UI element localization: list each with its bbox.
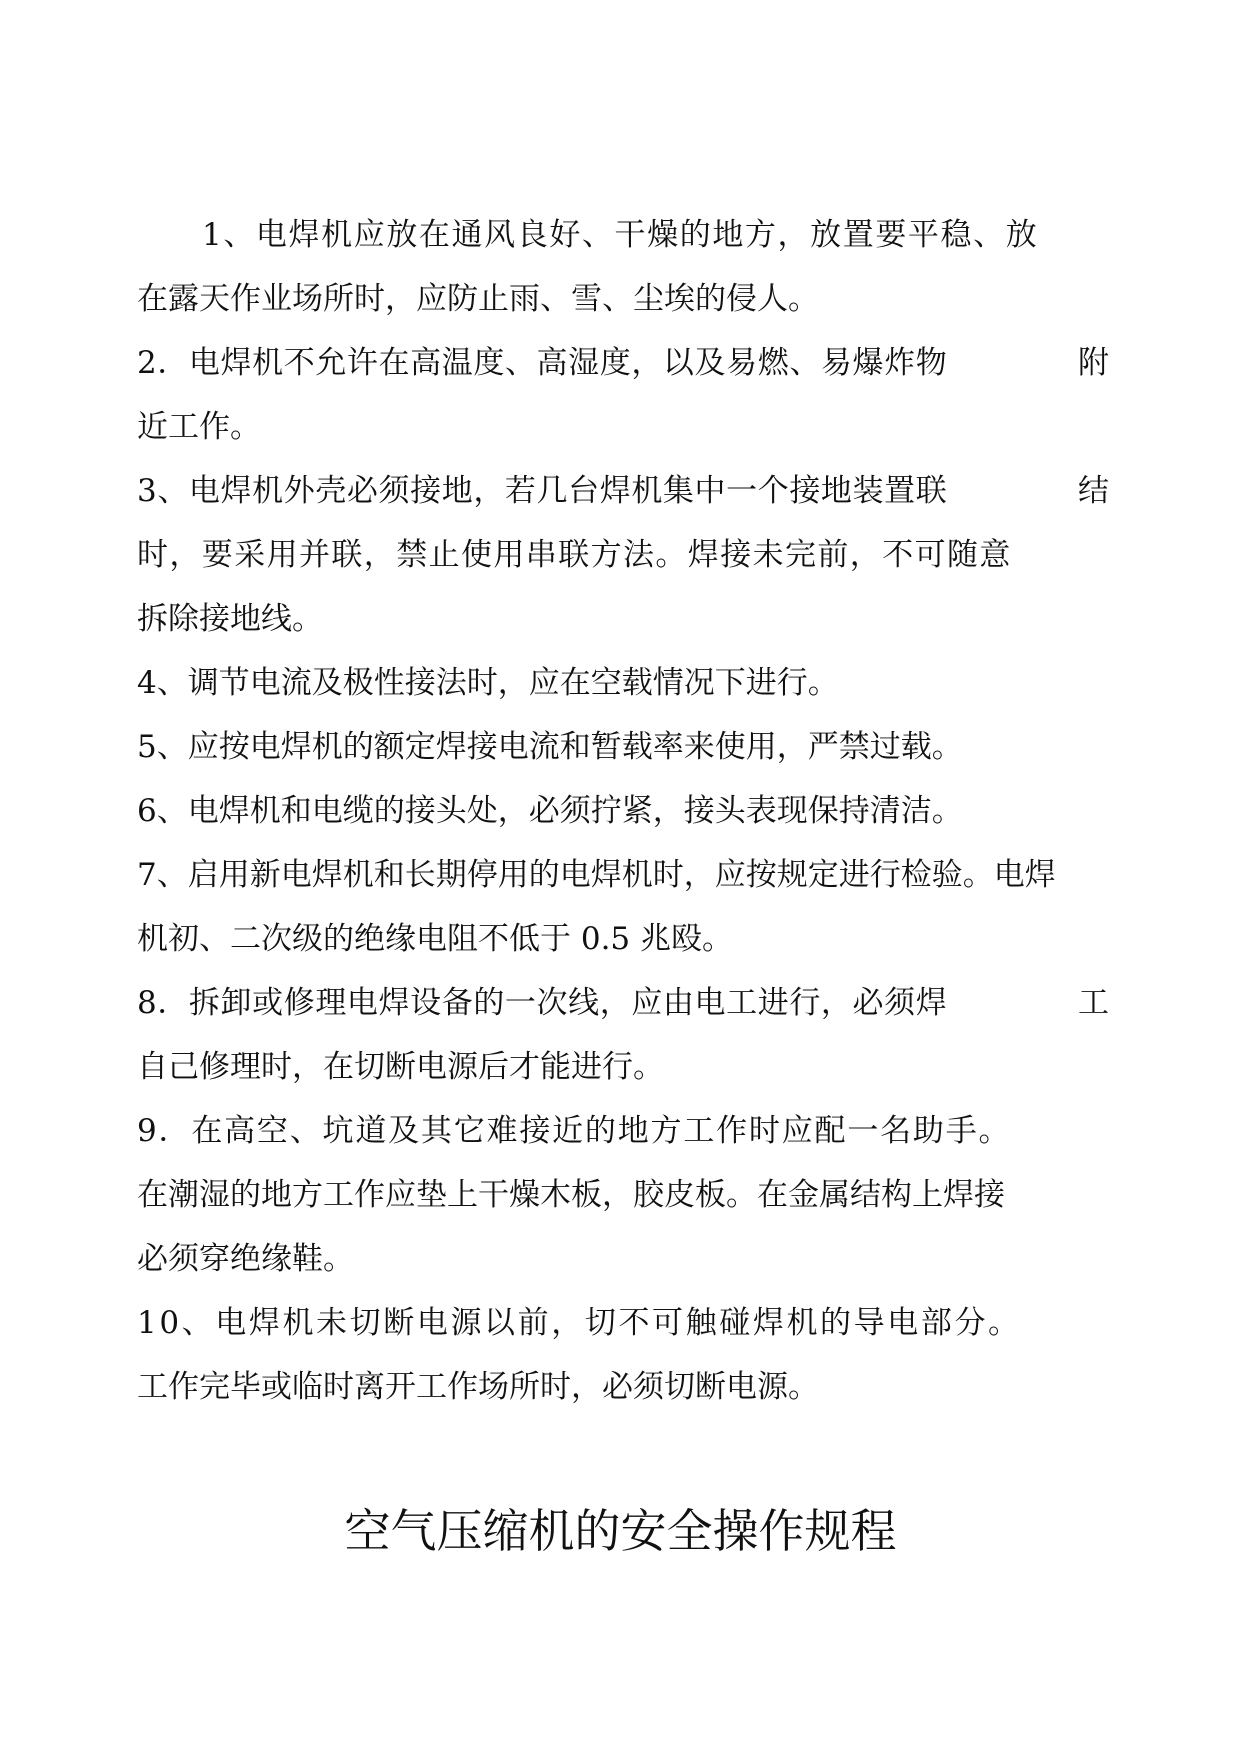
item-9-line-1: 9．在高空、坑道及其它难接近的地方工作时应配一名助手。 <box>137 1113 1012 1149</box>
item-1-line-1: 1、电焊机应放在通风良好、干燥的地方，放置要平稳、放 <box>202 217 1039 253</box>
item-10-line-1: 10、电焊机未切断电源以前，切不可触碰焊机的导电部分。 <box>137 1305 1022 1341</box>
item-3-line-1-tail: 结 <box>1078 473 1109 509</box>
item-7-line-1: 7、启用新电焊机和长期停用的电焊机时，应按规定进行检验。电焊 <box>137 857 1056 893</box>
item-2-line-1-tail: 附 <box>1078 345 1109 381</box>
item-6-line-1: 6、电焊机和电缆的接头处，必须拧紧，接头表现保持清洁。 <box>137 793 963 829</box>
item-3-line-2: 时，要采用并联，禁止使用串联方法。焊接未完前，不可随意 <box>137 537 1012 573</box>
item-8-line-1-tail: 工 <box>1078 985 1109 1021</box>
item-3-line-3: 拆除接地线。 <box>137 601 323 637</box>
section-title: 空气压缩机的安全操作规程 <box>344 1504 897 1558</box>
item-4-line-1: 4、调节电流及极性接法时，应在空载情况下进行。 <box>137 665 839 701</box>
item-2-line-2: 近工作。 <box>137 409 261 445</box>
item-9-line-3: 必须穿绝缘鞋。 <box>137 1241 354 1277</box>
item-2-line-1: 2．电焊机不允许在高温度、高湿度，以及易燃、易爆炸物 <box>137 345 948 381</box>
item-10-line-2: 工作完毕或临时离开工作场所时，必须切断电源。 <box>137 1369 819 1405</box>
item-8-line-1: 8．拆卸或修理电焊设备的一次线，应由电工进行，必须焊 <box>137 985 948 1021</box>
item-7-line-2: 机初、二次级的绝缘电阻不低于 0.5 兆殴。 <box>137 921 734 957</box>
item-8-line-2: 自己修理时，在切断电源后才能进行。 <box>137 1049 664 1085</box>
item-1-line-2: 在露天作业场所时，应防止雨、雪、尘埃的侵人。 <box>137 281 819 317</box>
item-9-line-2: 在潮湿的地方工作应垫上干燥木板，胶皮板。在金属结构上焊接 <box>137 1177 1005 1213</box>
item-5-line-1: 5、应按电焊机的额定焊接电流和暂载率来使用，严禁过载。 <box>137 729 963 765</box>
item-3-line-1: 3、电焊机外壳必须接地，若几台焊机集中一个接地装置联 <box>137 473 948 509</box>
